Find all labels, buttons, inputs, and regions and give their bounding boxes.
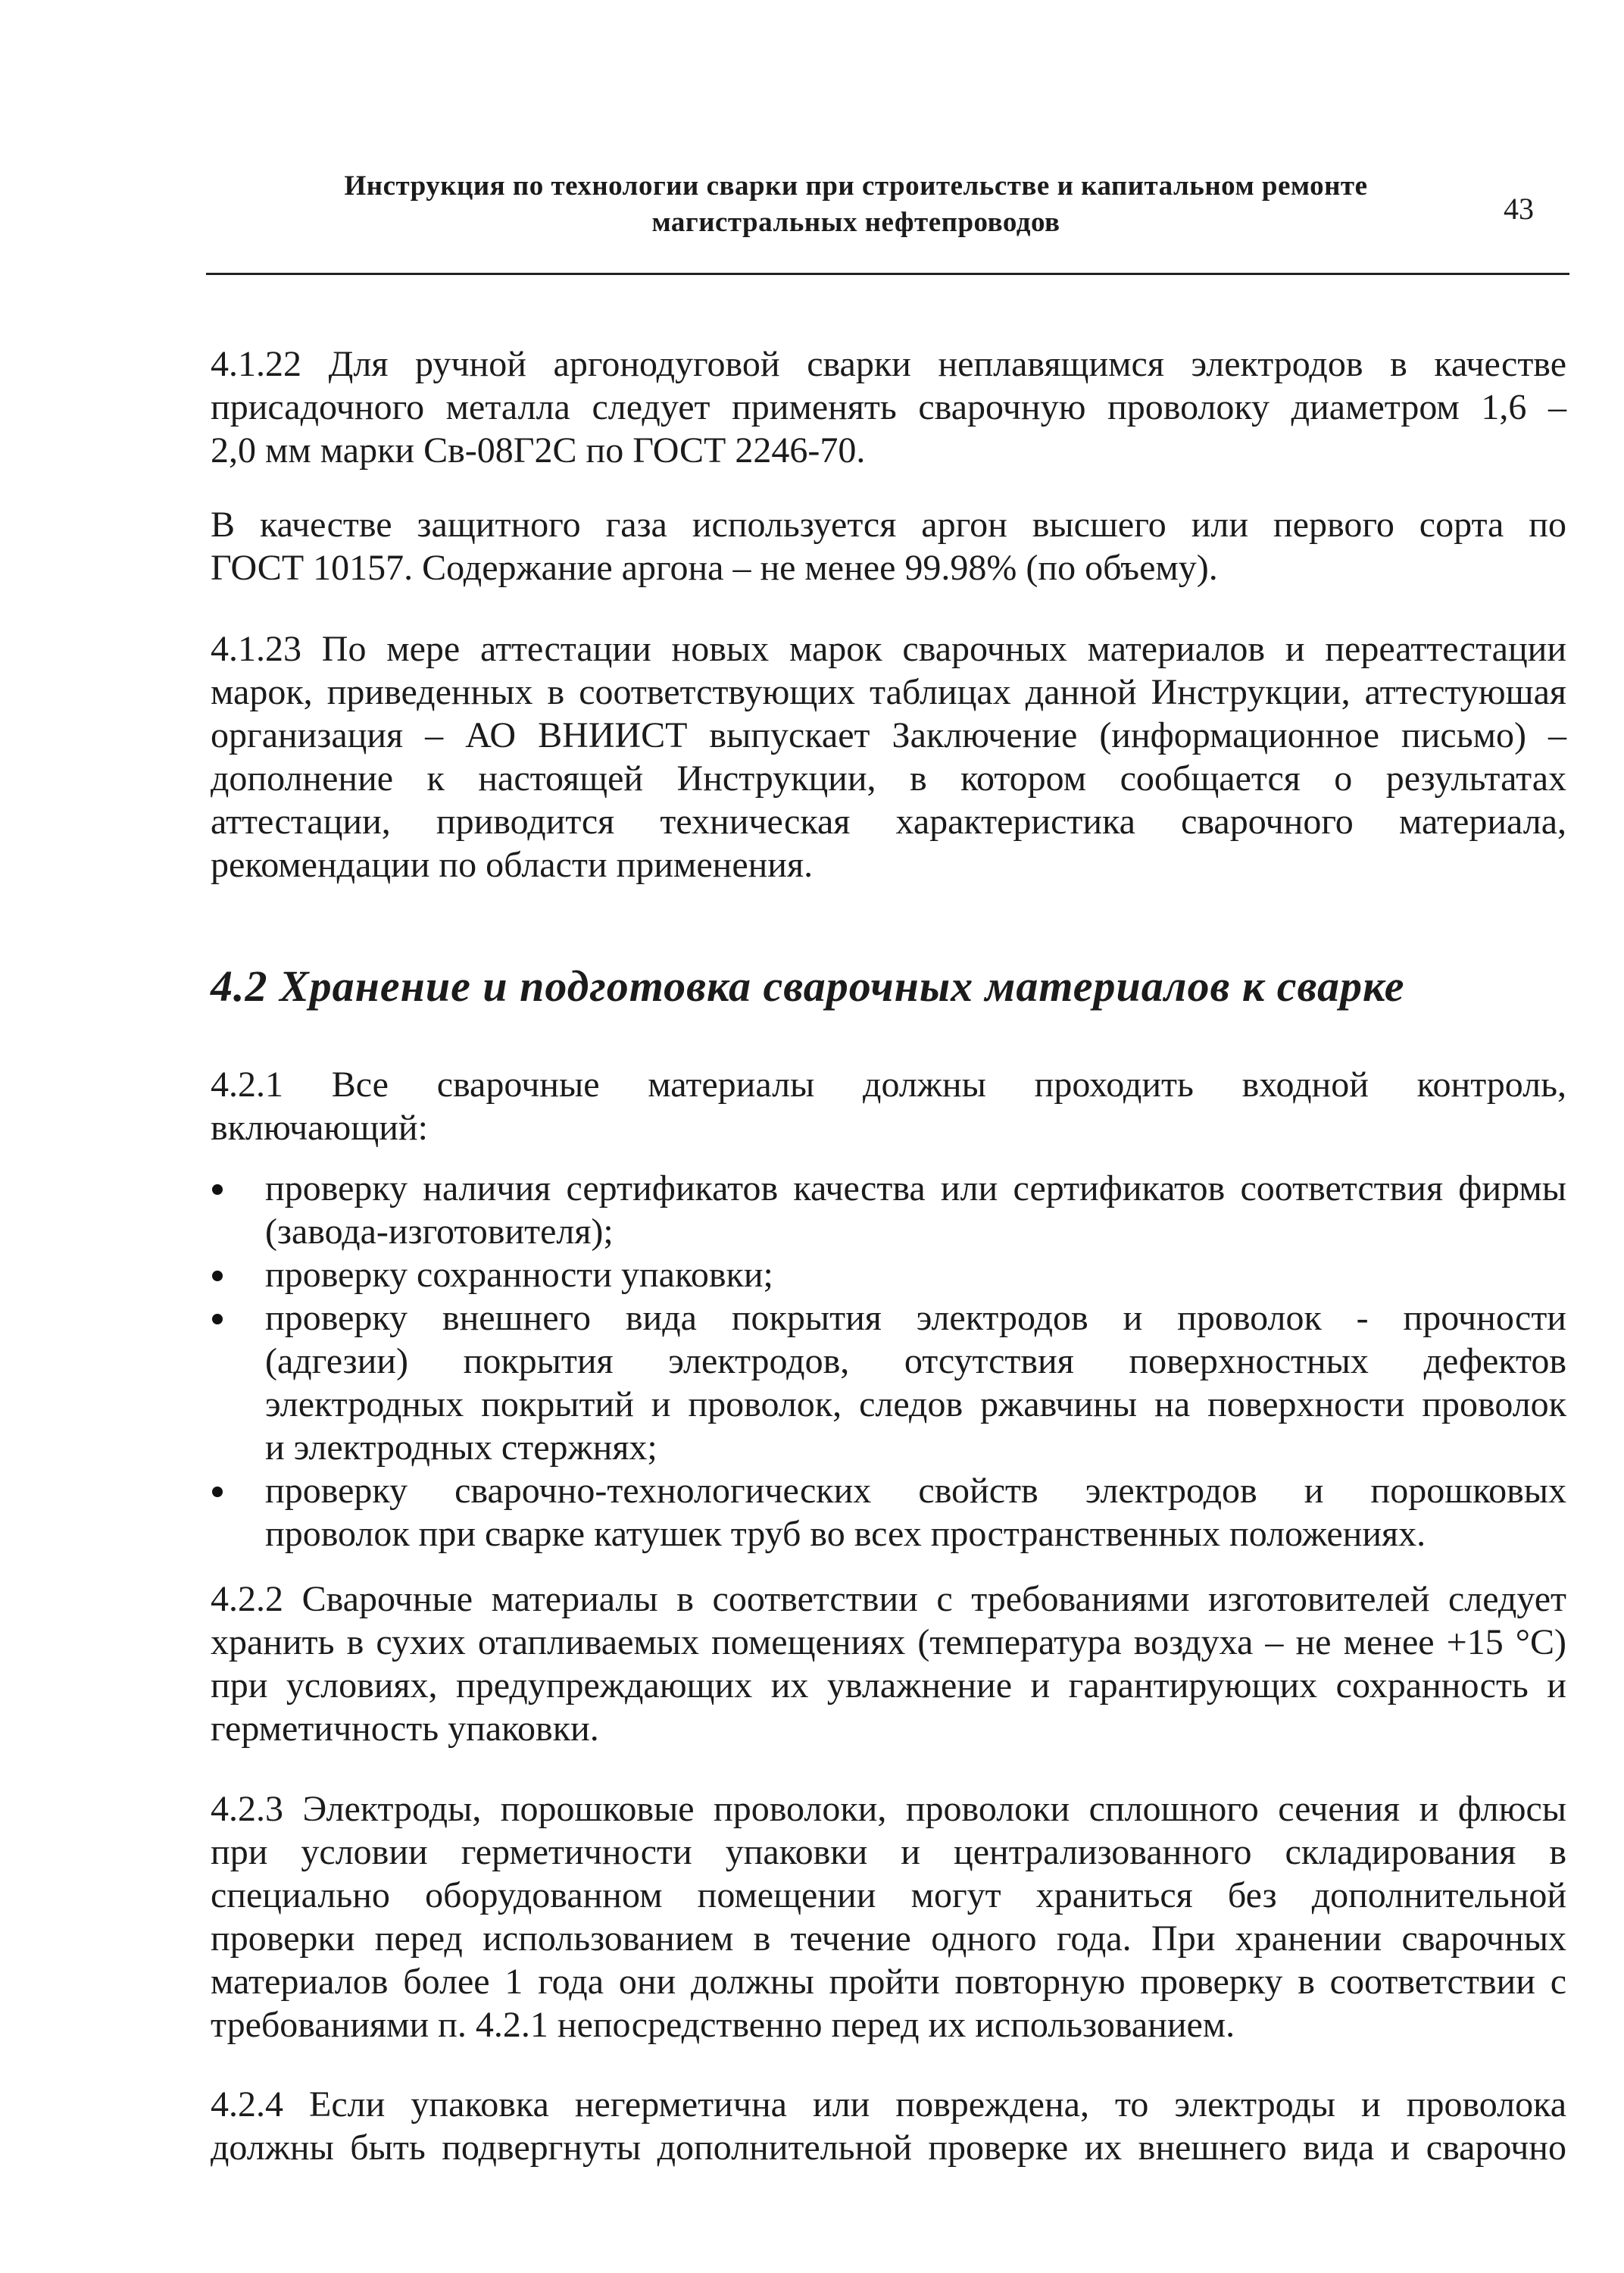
text-line: при условии герметичности упаковки и централизованного складирования в [211,1832,1566,1872]
paragraph-4-2-3 [211,1787,1566,2046]
paragraph-4-2-2 [211,1577,1566,1750]
text-line: специально оборудованном помещении могут храниться без дополнительной [211,1875,1566,1915]
paragraph-4-1-23 [211,627,1566,886]
page-number: 43 [1504,192,1534,226]
paragraph-4-1-22 [211,342,1566,472]
text-line: аттестации, приводится техническая характеристика сварочного материала, [211,802,1566,842]
list-item [211,1296,1566,1469]
bullet-icon [212,1487,223,1497]
text-line: марок, приведенных в соответствующих таблицах данной Инструкции, аттестуюшая [211,672,1566,712]
text-line: проверку сварочно-технологических свойств электродов и порошковых [265,1471,1566,1511]
text-line: (адгезии) покрытия электродов, отсутствия поверхностных дефектов [265,1341,1566,1381]
header-divider [206,273,1569,275]
text-line: герметичность упаковки. [211,1709,599,1749]
text-line: 4.2.4 Если упаковка негерметична или повреждена, то электроды и проволока [211,2084,1566,2124]
text-line: и электродных стержнях; [265,1427,657,1468]
list-item [211,1469,1566,1555]
text-line: должны быть подвергнуты дополнительной проверке их внешнего вида и сварочно [211,2128,1566,2168]
text-line: проверку сохранности упаковки; [265,1255,773,1295]
list-item [211,1167,1566,1253]
text-line: рекомендации по области применения. [211,845,814,885]
bullet-icon [212,1271,223,1281]
text-line: ГОСТ 10157. Содержание аргона – не менее 99.98% (по объему). [211,548,1218,588]
text-line: 4.2.1 Все сварочные материалы должны проходить входной контроль, [211,1065,1566,1105]
bullet-icon [212,1314,223,1324]
text-line: проверку внешнего вида покрытия электродов и проволок - прочности [265,1298,1566,1338]
text-line: В качестве защитного газа используется аргон высшего или первого сорта по [211,505,1566,545]
text-line: 4.1.22 Для ручной аргонодуговой сварки неплавящимся электродов в качестве [211,344,1566,384]
text-line: 4.2.3 Электроды, порошковые проволоки, проволоки сплошного сечения и флюсы [211,1789,1566,1829]
text-line: (завода-изготовителя); [265,1212,614,1252]
text-line: электродных покрытий и проволок, следов ржавчины на поверхности проволок [265,1384,1566,1424]
text-line: требованиями п. 4.2.1 непосредственно перед их использованием. [211,2005,1235,2045]
text-line: материалов более 1 года они должны пройти повторную проверку в соответствии с [211,1962,1566,2002]
text-line: проверки перед использованием в течение одного года. При хранении сварочных [211,1918,1566,1959]
text-line: присадочного металла следует применять сварочную проволоку диаметром 1,6 – [211,387,1566,427]
header-title-line-2: магистральных нефтепроводов [651,207,1060,238]
bullet-icon [212,1184,223,1195]
text-line: проволок при сварке катушек труб во всех пространственных положениях. [265,1514,1426,1554]
text-line: 2,0 мм марки Св-08Г2С по ГОСТ 2246-70. [211,430,866,471]
paragraph-4-2-4 [211,2083,1566,2169]
section-heading-4-2: 4.2 Хранение и подготовка сварочных материалов к сварке [211,961,1405,1011]
text-line: проверку наличия сертификатов качества или сертификатов соответствия фирмы [265,1168,1566,1208]
text-line: включающий: [211,1108,428,1148]
text-line: хранить в сухих отапливаемых помещениях (температура воздуха – не менее +15 °С) [211,1622,1566,1662]
text-line: дополнение к настоящей Инструкции, в котором сообщается о результатах [211,758,1566,799]
list-item [211,1253,1566,1296]
text-line: организация – АО ВНИИСТ выпускает Заключение (информационное письмо) – [211,715,1566,755]
running-header [250,168,1462,241]
text-line: при условиях, предупреждающих их увлажнение и гарантирующих сохранность и [211,1665,1566,1706]
header-title-line-1: Инструкция по технологии сварки при строительстве и капитальном ремонте [344,170,1368,202]
inspection-bullet-list [211,1167,1566,1555]
paragraph-4-2-1 [211,1063,1566,1149]
text-line: 4.2.2 Сварочные материалы в соответствии с требованиями изготовителей следует [211,1579,1566,1619]
text-line: 4.1.23 По мере аттестации новых марок сварочных материалов и переаттестации [211,629,1566,669]
paragraph-argon [211,503,1566,589]
